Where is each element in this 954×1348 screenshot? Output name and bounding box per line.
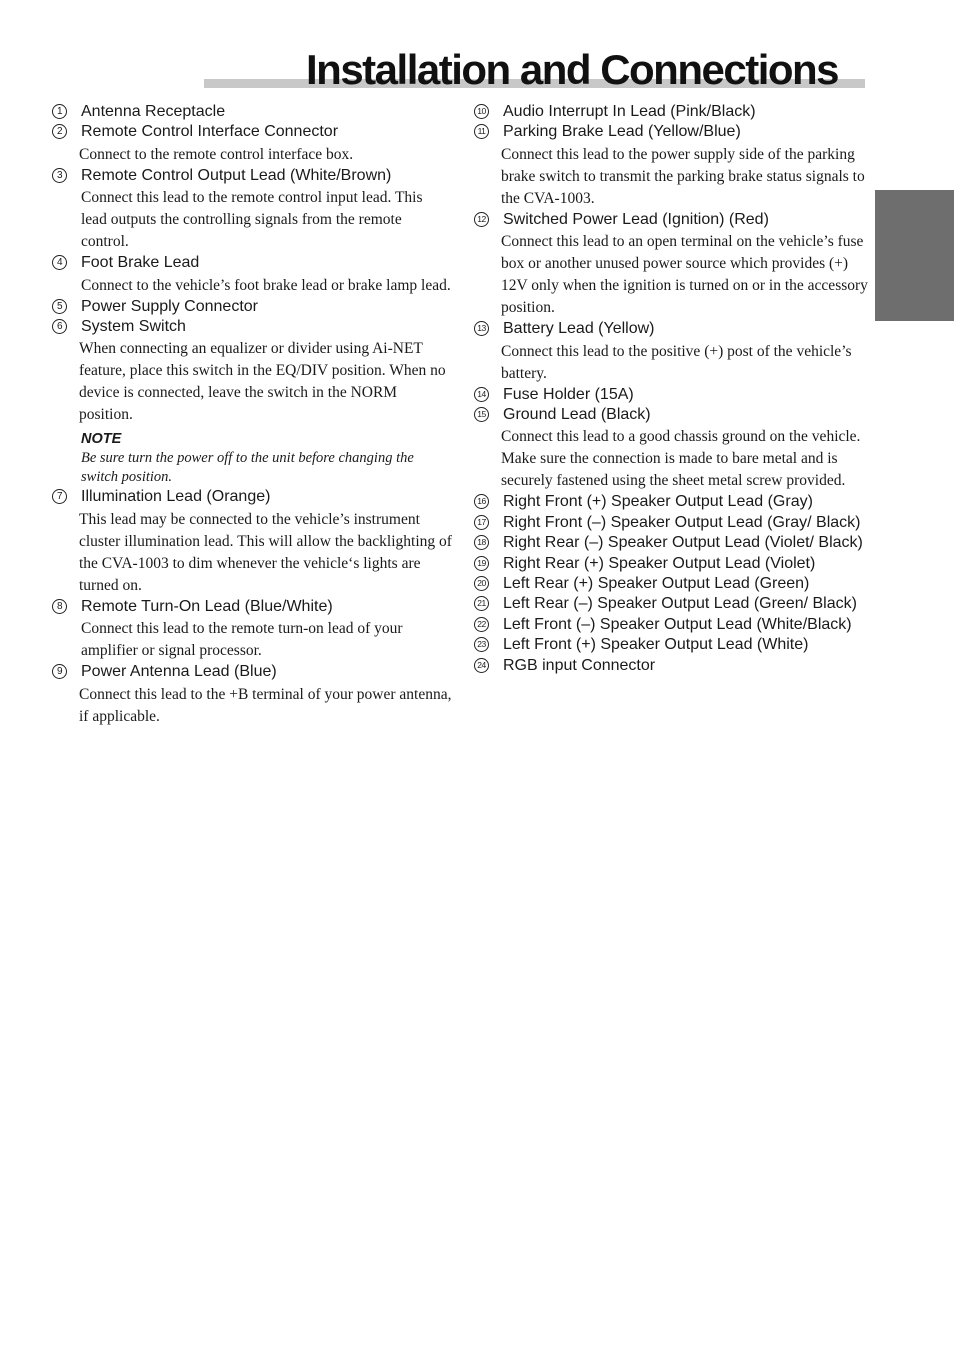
item-description: Connect this lead to the positive (+) post of the vehicle’s battery.: [501, 342, 852, 382]
item-label: Fuse Holder (15A): [503, 385, 634, 403]
item-label: Remote Control Output Lead (White/Brown): [81, 166, 392, 184]
item-description: Connect this lead to an open terminal on the vehicle’s fuse box or another unused power source which provides (+) 12V only when the ignition is turned on or in the accessory position.: [501, 233, 868, 317]
item-number-badge: 2: [52, 124, 67, 139]
list-item: [474, 319, 874, 384]
item-heading: [474, 319, 874, 339]
item-description: Connect this lead to the +B terminal of your power antenna, if applicable.: [79, 685, 452, 725]
item-heading: [474, 492, 874, 512]
list-item: [52, 597, 452, 662]
item-label: Foot Brake Lead: [81, 254, 200, 272]
item-label: Power Supply Connector: [81, 297, 258, 315]
item-label: Remote Turn-On Lead (Blue/White): [81, 597, 333, 615]
note-block: [52, 429, 452, 487]
item-heading: [52, 166, 452, 186]
list-item: [52, 253, 452, 296]
item-number-badge: 6: [52, 319, 67, 334]
list-item: [474, 574, 874, 594]
list-item: [474, 210, 874, 319]
item-label: System Switch: [81, 318, 186, 336]
item-number-badge: 15: [474, 407, 489, 422]
item-heading: [474, 533, 874, 553]
item-number-badge: 3: [52, 168, 67, 183]
item-number-badge: 9: [52, 664, 67, 679]
item-label: Illumination Lead (Orange): [81, 488, 271, 506]
item-number-badge: 13: [474, 321, 489, 336]
item-label: Remote Control Interface Connector: [81, 123, 339, 141]
item-label: Battery Lead (Yellow): [503, 320, 655, 338]
item-number-badge: 21: [474, 596, 489, 611]
list-item: [474, 405, 874, 492]
item-label: Power Antenna Lead (Blue): [81, 663, 277, 681]
list-item: [474, 615, 874, 635]
item-heading: [52, 102, 452, 122]
item-number-badge: 23: [474, 637, 489, 652]
item-heading: [474, 615, 874, 635]
item-label: Antenna Receptacle: [81, 103, 226, 120]
item-heading: [474, 513, 874, 533]
item-heading: [52, 662, 452, 682]
item-number-badge: 22: [474, 617, 489, 632]
item-heading: [474, 102, 874, 122]
item-heading: [52, 253, 452, 273]
item-label: Right Rear (+) Speaker Output Lead (Violet): [503, 554, 816, 572]
item-description: Connect this lead to a good chassis ground on the vehicle. Make sure the connection is made to bare metal and is securely fastened using the sheet metal screw provided.: [501, 428, 861, 490]
list-item: [52, 317, 452, 426]
list-item: [474, 102, 874, 122]
right-column: [474, 102, 874, 676]
list-item: [474, 385, 874, 405]
item-heading: [474, 656, 874, 676]
item-description: Connect this lead to the power supply side of the parking brake switch to transmit the parking brake status signals to the CVA-1003.: [501, 145, 865, 207]
item-number-badge: 16: [474, 494, 489, 509]
item-number-badge: 18: [474, 535, 489, 550]
list-item: [474, 554, 874, 574]
left-column: [52, 102, 452, 728]
item-number-badge: 4: [52, 255, 67, 270]
item-number-badge: 14: [474, 387, 489, 402]
item-number-badge: 11: [474, 124, 489, 139]
item-label: RGB input Connector: [503, 656, 656, 674]
item-description: Connect this lead to the remote turn-on lead of your amplifier or signal processor.: [81, 620, 403, 660]
item-number-badge: 8: [52, 599, 67, 614]
item-number-badge: 24: [474, 658, 489, 673]
item-description: When connecting an equalizer or divider using Ai-NET feature, place this switch in the EQ/DIV position. When no device is connected, leave the switch in the NORM position.: [79, 340, 446, 424]
item-number-badge: 7: [52, 489, 67, 504]
section-side-tab: [875, 190, 954, 321]
item-number-badge: 1: [52, 104, 67, 119]
item-number-badge: 19: [474, 556, 489, 571]
list-item: [52, 102, 452, 122]
item-description: Connect this lead to the remote control input lead. This lead outputs the controlling signals from the remote control.: [81, 189, 423, 251]
item-description: Connect to the remote control interface box.: [79, 145, 354, 163]
page-title: Installation and Connections: [306, 46, 839, 93]
item-number-badge: 12: [474, 212, 489, 227]
item-label: Right Front (+) Speaker Output Lead (Gray): [503, 493, 813, 511]
item-number-badge: 10: [474, 104, 489, 119]
list-item: [52, 487, 452, 596]
item-label: Left Front (–) Speaker Output Lead (White/Black): [503, 615, 852, 633]
item-label: Left Front (+) Speaker Output Lead (White): [503, 636, 809, 654]
note-text: Be sure turn the power off to the unit before changing the switch position.: [81, 450, 414, 486]
list-item: [474, 533, 874, 553]
item-heading: [474, 554, 874, 574]
item-label: Right Front (–) Speaker Output Lead (Gray/ Black): [503, 513, 861, 531]
list-item: [474, 492, 874, 512]
item-label: Ground Lead (Black): [503, 406, 651, 424]
item-heading: [474, 122, 874, 142]
item-number-badge: 5: [52, 299, 67, 314]
item-heading: [474, 594, 874, 614]
list-item: [52, 166, 452, 253]
item-heading: [474, 574, 874, 594]
item-heading: [52, 597, 452, 617]
item-heading: [474, 210, 874, 230]
item-heading: [52, 122, 452, 142]
list-item: [474, 594, 874, 614]
item-label: Parking Brake Lead (Yellow/Blue): [503, 123, 741, 141]
item-heading: [474, 405, 874, 425]
item-label: Left Rear (–) Speaker Output Lead (Green/ Black): [503, 595, 857, 613]
item-number-badge: 17: [474, 515, 489, 530]
list-item: [52, 297, 452, 317]
list-item: [52, 662, 452, 727]
list-item: [474, 122, 874, 209]
list-item: [474, 513, 874, 533]
item-label: Switched Power Lead (Ignition) (Red): [503, 210, 769, 228]
item-label: Audio Interrupt In Lead (Pink/Black): [503, 103, 756, 120]
item-heading: [52, 297, 452, 317]
item-description: Connect to the vehicle’s foot brake lead or brake lamp lead.: [81, 276, 451, 294]
item-heading: [52, 487, 452, 507]
list-item: [52, 122, 452, 165]
item-heading: [52, 317, 452, 337]
note-label: NOTE: [81, 431, 122, 448]
item-description: This lead may be connected to the vehicle’s instrument cluster illumination lead. This will allow the backlighting of the CVA-1003 to dim whenever the vehicle‘s lights are turned on.: [79, 510, 452, 594]
list-item: [474, 656, 874, 676]
item-number-badge: 20: [474, 576, 489, 591]
item-heading: [474, 635, 874, 655]
item-label: Right Rear (–) Speaker Output Lead (Violet/ Black): [503, 534, 863, 552]
list-item: [474, 635, 874, 655]
item-heading: [474, 385, 874, 405]
item-label: Left Rear (+) Speaker Output Lead (Green): [503, 575, 810, 593]
